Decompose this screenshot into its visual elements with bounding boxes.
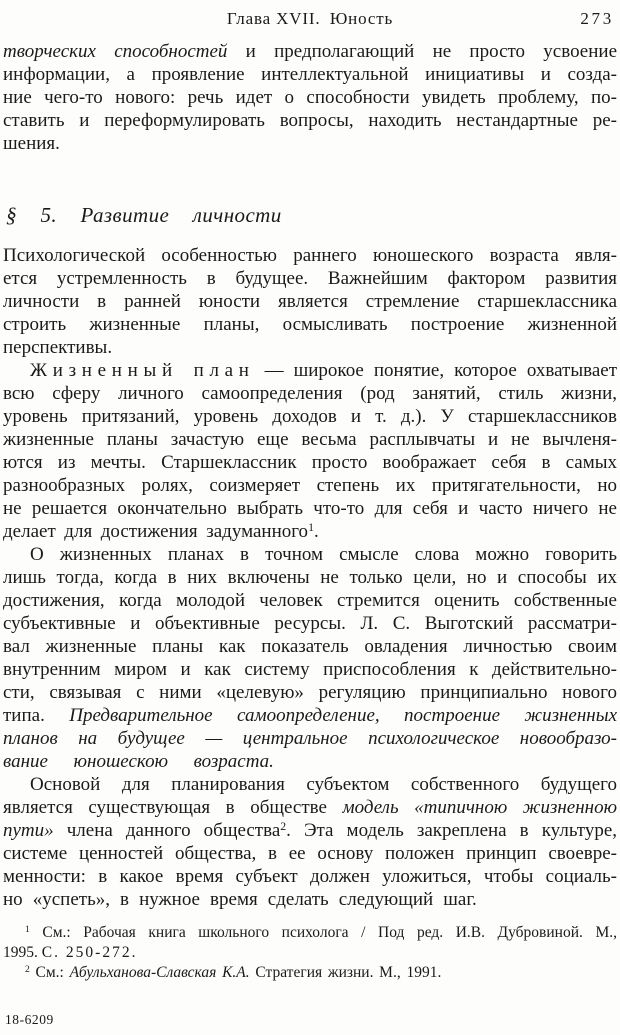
footnote-marker: 1 — [308, 520, 314, 534]
paragraph-life-plan — [3, 359, 617, 543]
paragraph-early-youth — [3, 244, 617, 359]
text-line — [3, 474, 617, 497]
text-run: . — [313, 521, 319, 542]
text-run: достижения, когда молодой человек стремится оценить собственные — [3, 590, 617, 611]
text-run: . Эта модель закреплена в культуре, — [286, 820, 617, 841]
text-line — [3, 566, 617, 589]
text-run: не решается окончательно выбрать что-то для себя и часто ничего не — [3, 498, 617, 519]
text-line — [3, 842, 617, 865]
text-run: и предполагающий не просто усвоение — [227, 41, 617, 62]
text-line — [3, 681, 617, 704]
text-line — [3, 132, 617, 155]
text-line — [3, 773, 617, 796]
text-run: строить жизненные планы, осмысливать построение жизненной — [3, 314, 617, 335]
letterspaced-text: Жизненный план — [30, 360, 255, 381]
italic-text: модель «типичною жизненною — [342, 797, 617, 818]
text-line — [3, 750, 617, 773]
text-line — [3, 923, 617, 943]
text-line — [3, 267, 617, 290]
text-run: жизненные планы зачастую еще весьма расплывчаты и не вычленя- — [3, 429, 617, 450]
text-run: системе ценностей общества, в ее основу положен принцип своевре- — [3, 843, 617, 864]
text-line — [3, 244, 617, 267]
text-run: ется устремленность в будущее. Важнейшим фактором развития — [3, 268, 617, 289]
paragraph-vygotsky — [3, 543, 617, 773]
text-run: уровень притязаний, уровень доходов и т. д.). У старшеклассников — [3, 406, 617, 427]
text-line — [3, 428, 617, 451]
text-line — [3, 943, 617, 963]
text-line — [3, 727, 617, 750]
text-run: субъективные и объективные ресурсы. Л. С. Выготский рассматри- — [3, 613, 617, 634]
text-line — [3, 86, 617, 109]
text-run: внутренним миром и как систему приспособления к действительно- — [3, 659, 617, 680]
text-line — [3, 290, 617, 313]
footnote-1 — [3, 923, 617, 963]
section-heading: § 5. Развитие личности — [6, 203, 282, 227]
text-run: шения. — [3, 133, 60, 154]
footnotes — [3, 923, 617, 983]
italic-text: Предварительное самоопределение, построение жизненных — [69, 705, 617, 726]
text-run: ются из мечты. Старшеклассник просто воображает себя в самых — [3, 452, 617, 473]
text-line — [3, 635, 617, 658]
text-line — [3, 382, 617, 405]
body-paragraphs — [3, 244, 617, 911]
text-run: Психологической особенностью раннего юношеского возраста явля- — [3, 245, 617, 266]
text-line — [3, 109, 617, 132]
text-run: — широкое понятие, которое охватывает — [254, 360, 617, 381]
text-line — [3, 520, 617, 543]
text-line — [3, 40, 617, 63]
text-line — [3, 336, 617, 359]
paragraph-creative-abilities — [3, 40, 617, 155]
text-run: перспективы. — [3, 337, 113, 358]
footnote-marker: 2 — [280, 819, 287, 833]
chapter-title: Глава XVII. Юность — [226, 9, 394, 28]
text-run: ставить и переформулировать вопросы, находить нестандартные ре- — [3, 110, 617, 131]
text-run: См.: Рабочая книга школьного психолога / Под ред. И.В. Дубровиной. М., — [29, 924, 617, 941]
text-line — [3, 704, 617, 727]
italic-text: творческих способностей — [3, 41, 228, 62]
text-line — [3, 888, 617, 911]
page-number: 273 — [580, 9, 614, 28]
italic-text: вание юношескою возраста. — [3, 751, 274, 772]
continuation-paragraph-container — [3, 40, 617, 155]
text-run: 1995. — [3, 944, 42, 961]
text-line — [3, 313, 617, 336]
italic-text: пути» — [3, 820, 54, 841]
text-run: сти, связывая с ними «целевую» регуляцию принципиально нового — [3, 682, 617, 703]
text-line — [3, 451, 617, 474]
text-run: О жизненных планах в точном смысле слова можно говорить — [30, 544, 617, 565]
text-line — [3, 405, 617, 428]
footnote-marker: 1 — [25, 923, 30, 935]
text-line — [3, 543, 617, 566]
text-run: личности в ранней юности является стремление старшеклассника — [3, 291, 617, 312]
text-run: всю сферу личного самоопределения (род занятий, стиль жизни, — [3, 383, 617, 404]
paragraph-typical-life-path — [3, 773, 617, 911]
text-run: Основой для планирования субъектом собственного будущего — [30, 774, 617, 795]
text-run: лишь тогда, когда в них включены не только цели, но и способы их — [3, 567, 617, 588]
text-line — [3, 497, 617, 520]
page-content — [0, 40, 620, 983]
italic-text: Абульханова-Славская К.А. — [69, 964, 250, 981]
text-run: типа. — [3, 705, 70, 726]
running-header — [0, 0, 620, 29]
text-run: вал жизненные планы как показатель овладения личностью своим — [3, 636, 617, 657]
text-line — [3, 359, 617, 382]
text-run: разнообразных ролях, соизмеряет степень их притягательности, но — [3, 475, 617, 496]
text-line — [3, 963, 617, 983]
text-line — [3, 589, 617, 612]
text-line — [3, 612, 617, 635]
text-run: ние чего-то нового: речь идет о способности увидеть проблему, по- — [3, 87, 617, 108]
italic-text: планов на будущее — центральное психологическое новообразо- — [3, 728, 617, 749]
text-run: менности: в какое время субъект должен уложиться, чтобы социаль- — [3, 866, 617, 887]
spaced-digits-text: С. 250-272. — [41, 944, 138, 961]
footnote-marker: 2 — [25, 963, 30, 975]
footnote-2 — [3, 963, 617, 983]
text-line — [3, 819, 617, 842]
text-run: Стратегия жизни. М., 1991. — [249, 964, 442, 981]
text-run: информации, а проявление интеллектуальной инициативы и созда- — [3, 64, 617, 85]
text-run: является существующая в обществе — [3, 797, 343, 818]
text-run: делает для достижения задуманного — [3, 521, 309, 542]
text-run: но «успеть», в нужное время сделать следующий шаг. — [3, 889, 477, 910]
text-line — [3, 63, 617, 86]
text-run: члена данного общества — [53, 820, 281, 841]
text-line — [3, 796, 617, 819]
text-line — [3, 865, 617, 888]
text-run: См.: — [29, 964, 70, 981]
print-code: 18-6209 — [5, 1012, 54, 1027]
text-line — [3, 658, 617, 681]
